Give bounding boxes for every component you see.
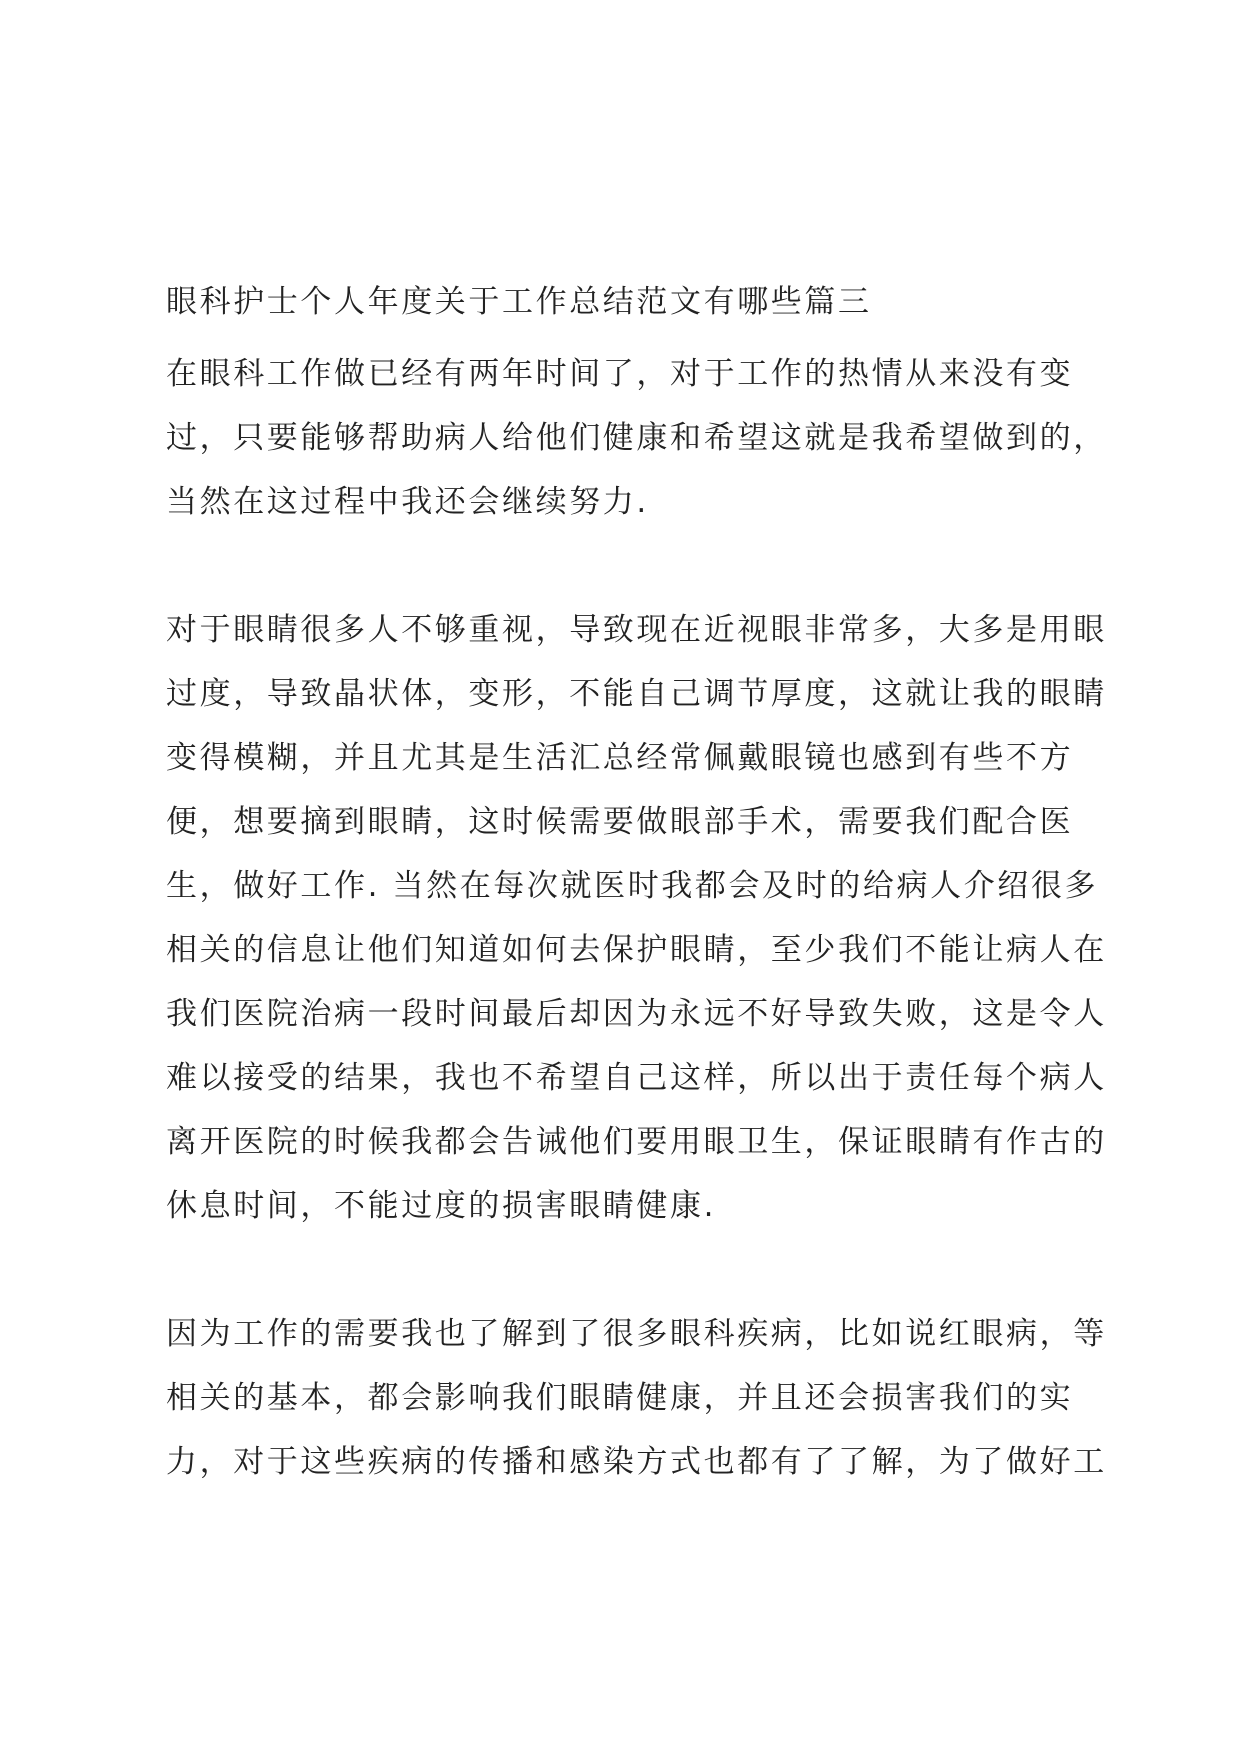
paragraph-2-line-10: 休息时间，不能过度的损害眼睛健康. [166,1188,717,1224]
paragraph-2-line-3: 变得模糊，并且尤其是生活汇总经常佩戴眼镜也感到有些不方 [166,740,1074,776]
paragraph-2-line-9: 离开医院的时候我都会告诫他们要用眼卫生，保证眼睛有作古的 [166,1124,1107,1160]
paragraph-2-line-4: 便，想要摘到眼睛，这时候需要做眼部手术，需要我们配合医 [166,804,1074,840]
paragraph-2-line-8: 难以接受的结果，我也不希望自己这样，所以出于责任每个病人 [166,1060,1107,1096]
paragraph-2-line-7: 我们医院治病一段时间最后却因为永远不好导致失败，这是令人 [166,996,1107,1032]
paragraph-3-line-1: 因为工作的需要我也了解到了很多眼科疾病，比如说红眼病，等 [166,1316,1107,1352]
paragraph-1-line-3: 当然在这过程中我还会继续努力. [166,484,649,520]
paragraph-2-line-6: 相关的信息让他们知道如何去保护眼睛，至少我们不能让病人在 [166,932,1107,968]
paragraph-2-line-2: 过度，导致晶状体，变形，不能自己调节厚度，这就让我的眼睛 [166,676,1107,712]
paragraph-3-line-3: 力，对于这些疾病的传播和感染方式也都有了了解，为了做好工 [166,1444,1107,1480]
paragraph-3-line-2: 相关的基本，都会影响我们眼睛健康，并且还会损害我们的实 [166,1380,1074,1416]
paragraph-1-line-1: 在眼科工作做已经有两年时间了，对于工作的热情从来没有变 [166,356,1074,392]
paragraph-2-line-5: 生，做好工作. 当然在每次就医时我都会及时的给病人介绍很多 [166,868,1099,904]
paragraph-1-line-2: 过，只要能够帮助病人给他们健康和希望这就是我希望做到的， [166,420,1107,456]
document-title: 眼科护士个人年度关于工作总结范文有哪些篇三 [166,284,872,320]
paragraph-2-line-1: 对于眼睛很多人不够重视，导致现在近视眼非常多，大多是用眼 [166,612,1107,648]
